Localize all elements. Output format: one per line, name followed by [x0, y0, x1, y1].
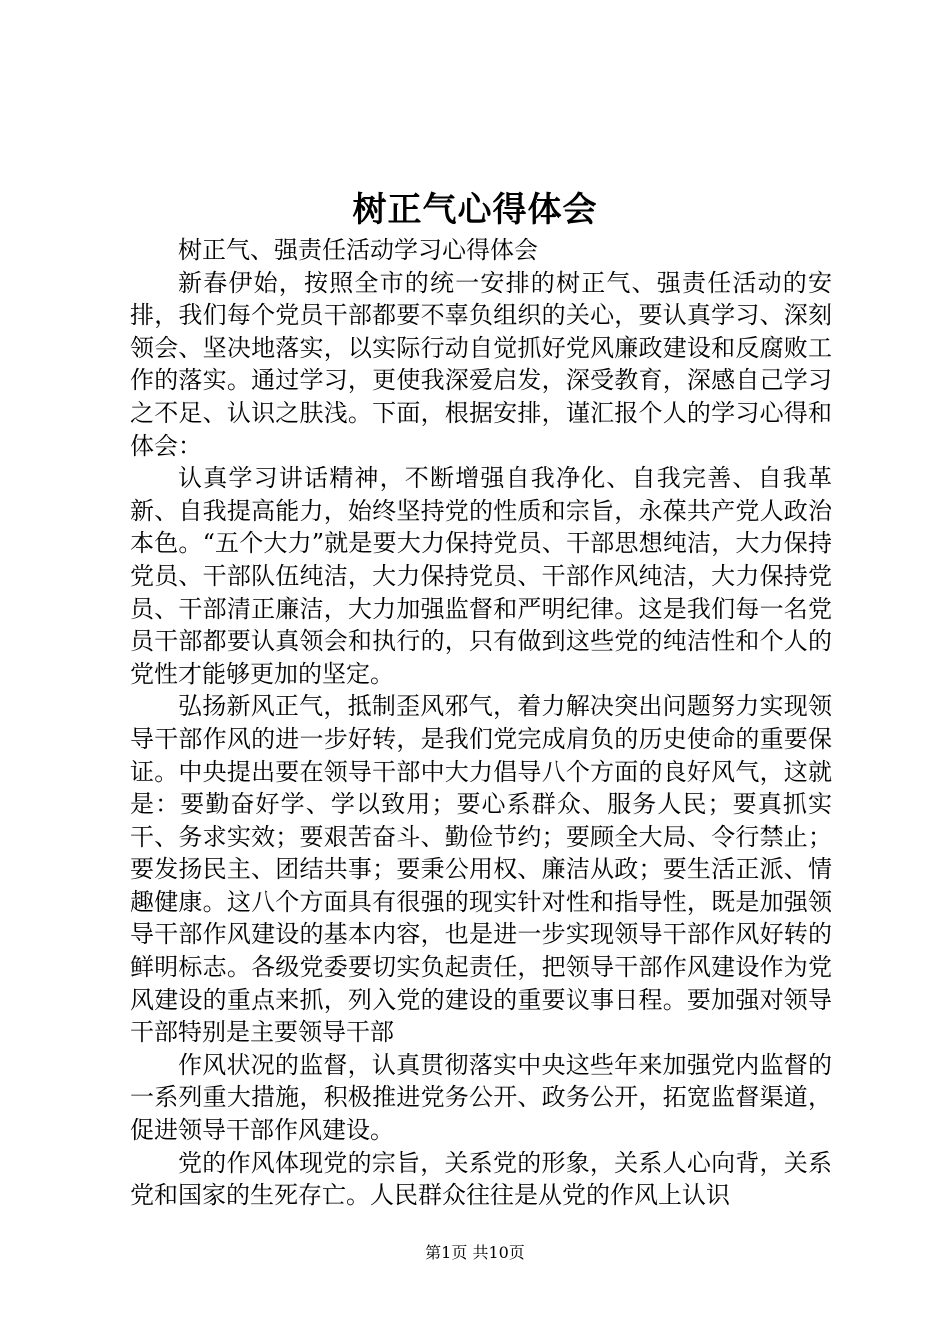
paragraph-supervision: 作风状况的监督，认真贯彻落实中央这些年来加强党内监督的一系列重大措施，积极推进党务公开、政务公开，拓宽监督渠道，促进领导干部作风建设。 — [130, 1050, 832, 1145]
paragraph-study: 认真学习讲话精神，不断增强自我净化、自我完善、自我革新、自我提高能力，始终坚持党的性质和宗旨，永葆共产党人政治本色。“五个大力”就是要大力保持党员、干部思想纯洁，大力保持党员、干部队伍纯洁，大力保持党员、干部作风纯洁，大力保持党员、干部清正廉洁，大力加强监督和严明纪律。这是我们每一名党员干部都要认真领会和执行的，只有做到这些党的纯洁性和个人的党性才能够更加的坚定。 — [130, 464, 832, 688]
paragraph-party-style: 党的作风体现党的宗旨，关系党的形象，关系人心向背，关系党和国家的生死存亡。人民群众往往是从党的作风上认识 — [130, 1148, 832, 1210]
paragraph-subtitle: 树正气、强责任活动学习心得体会 — [178, 236, 538, 264]
document-body — [130, 234, 832, 1212]
paragraph-intro: 新春伊始，按照全市的统一安排的树正气、强责任活动的安排，我们每个党员干部都要不辜负组织的关心，要认真学习、深刻领会、坚决地落实，以实际行动自觉抓好党风廉政建设和反腐败工作的落实。通过学习，更使我深爱启发，深受教育，深感自己学习之不足、认识之肤浅。下面，根据安排，谨汇报个人的学习心得和体会： — [130, 268, 832, 460]
page-number-footer: 第1页 共10页 — [425, 1243, 525, 1262]
document-title: 树正气心得体会 — [352, 190, 598, 230]
paragraph-style: 弘扬新风正气，抵制歪风邪气，着力解决突出问题努力实现领导干部作风的进一步好转，是我们党完成肩负的历史使命的重要保证。中央提出要在领导干部中大力倡导八个方面的良好风气，这就是：要勤奋好学、学以致用；要心系群众、服务人民；要真抓实干、务求实效；要艰苦奋斗、勤俭节约；要顾全大局、令行禁止；要发扬民主、团结共事；要秉公用权、廉洁从政；要生活正派、情趣健康。这八个方面具有很强的现实针对性和指导性，既是加强领导干部作风建设的基本内容，也是进一步实现领导干部作风好转的鲜明标志。各级党委要切实负起责任，把领导干部作风建设作为党风建设的重点来抓，列入党的建设的重要议事日程。要加强对领导干部特别是主要领导干部 — [130, 692, 832, 1047]
